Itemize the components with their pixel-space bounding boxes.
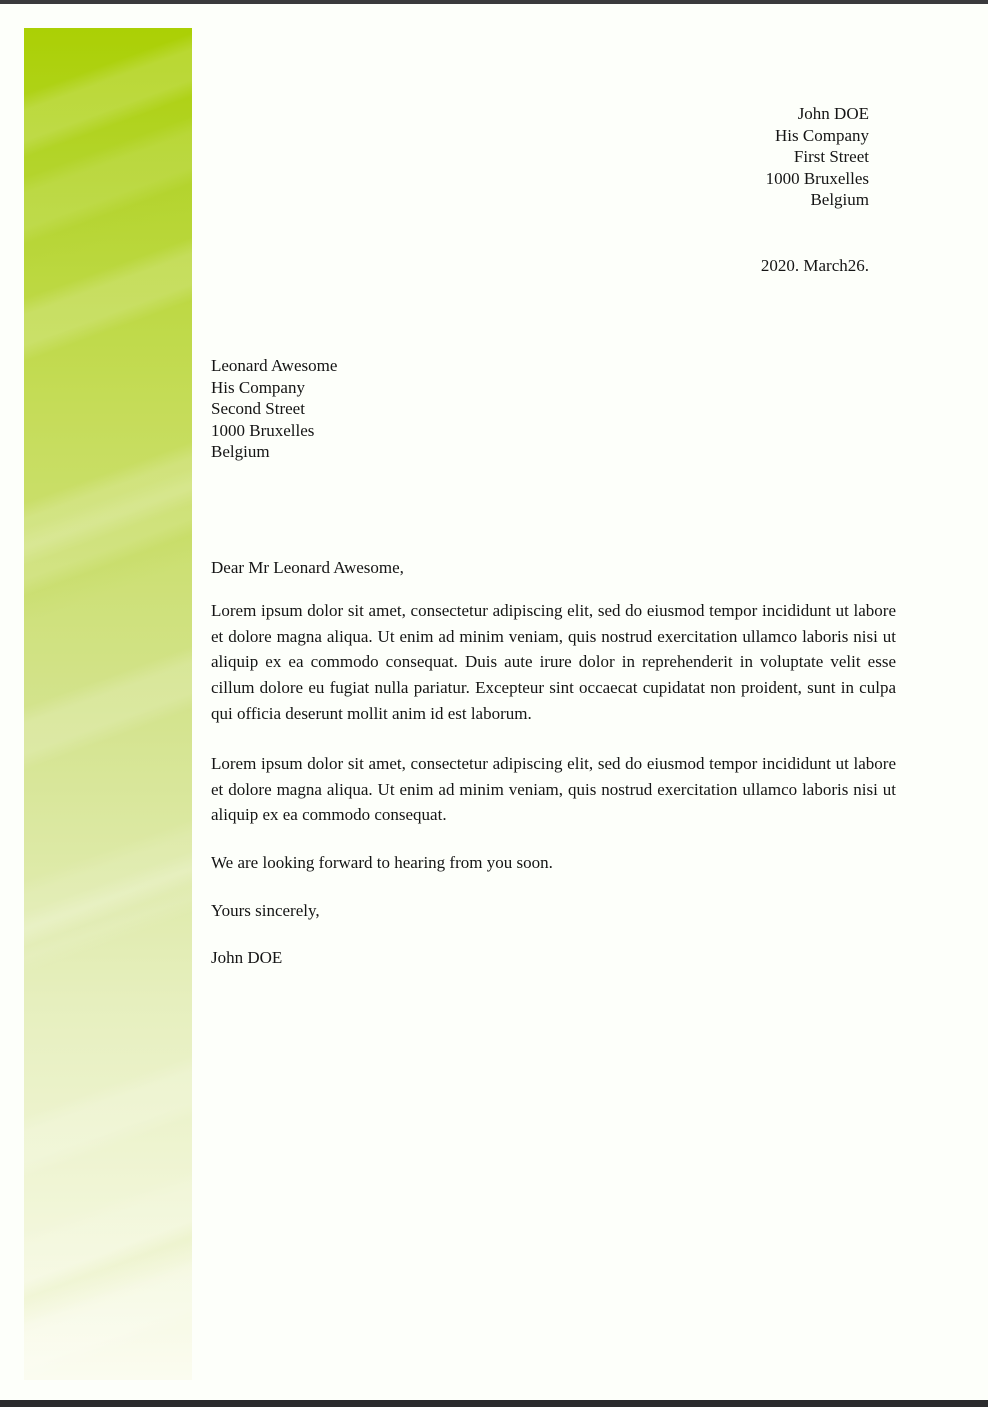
valediction-text: Yours sincerely, [211, 901, 320, 920]
recipient-address-line: Leonard Awesome [211, 356, 338, 375]
recipient-address-line: Second Street [211, 399, 305, 418]
recipient-address-line: Belgium [211, 442, 270, 461]
closing-text: We are looking forward to hearing from you soon. [211, 853, 553, 872]
recipient-address-line: 1000 Bruxelles [211, 420, 315, 440]
sender-address-block [211, 103, 896, 211]
sender-address-line: Belgium [810, 190, 869, 209]
signature-text: John DOE [211, 948, 283, 967]
letter-body [211, 0, 896, 1407]
body-paragraph: Lorem ipsum dolor sit amet, consectetur adipiscing elit, sed do eiusmod tempor incididunt ut labore et dolore magna aliqua. Ut enim ad minim veniam, quis nostrud exercitation ullamco laboris nisi ut aliquip ex ea commodo consequat. [211, 754, 896, 825]
sender-address-line: 1000 Bruxelles [765, 168, 869, 188]
sender-address-line: John DOE [797, 104, 869, 123]
recipient-address-line: His Company [211, 377, 305, 397]
sender-address-line: His Company [775, 125, 869, 145]
recipient-address-block [211, 355, 896, 463]
date-text: 2020. March26. [760, 256, 869, 275]
gradient-sidebar [24, 28, 192, 1380]
body-paragraph: Lorem ipsum dolor sit amet, consectetur adipiscing elit, sed do eiusmod tempor incididunt ut labore et dolore magna aliqua. Ut enim ad minim veniam, quis nostrud exercitation ullamco laboris nisi ut aliquip ex ea commodo consequat. Duis aute irure dolor in reprehenderit in voluptate velit esse cillum dolore eu fugiat nulla pariatur. Excepteur sint occaecat cupidatat non proident, sunt in culpa qui officia deserunt mollit anim id est laborum. [211, 601, 896, 723]
page-bottom-edge [0, 1400, 988, 1407]
sender-address-line: First Street [793, 147, 869, 166]
salutation-text: Dear Mr Leonard Awesome, [211, 558, 404, 577]
